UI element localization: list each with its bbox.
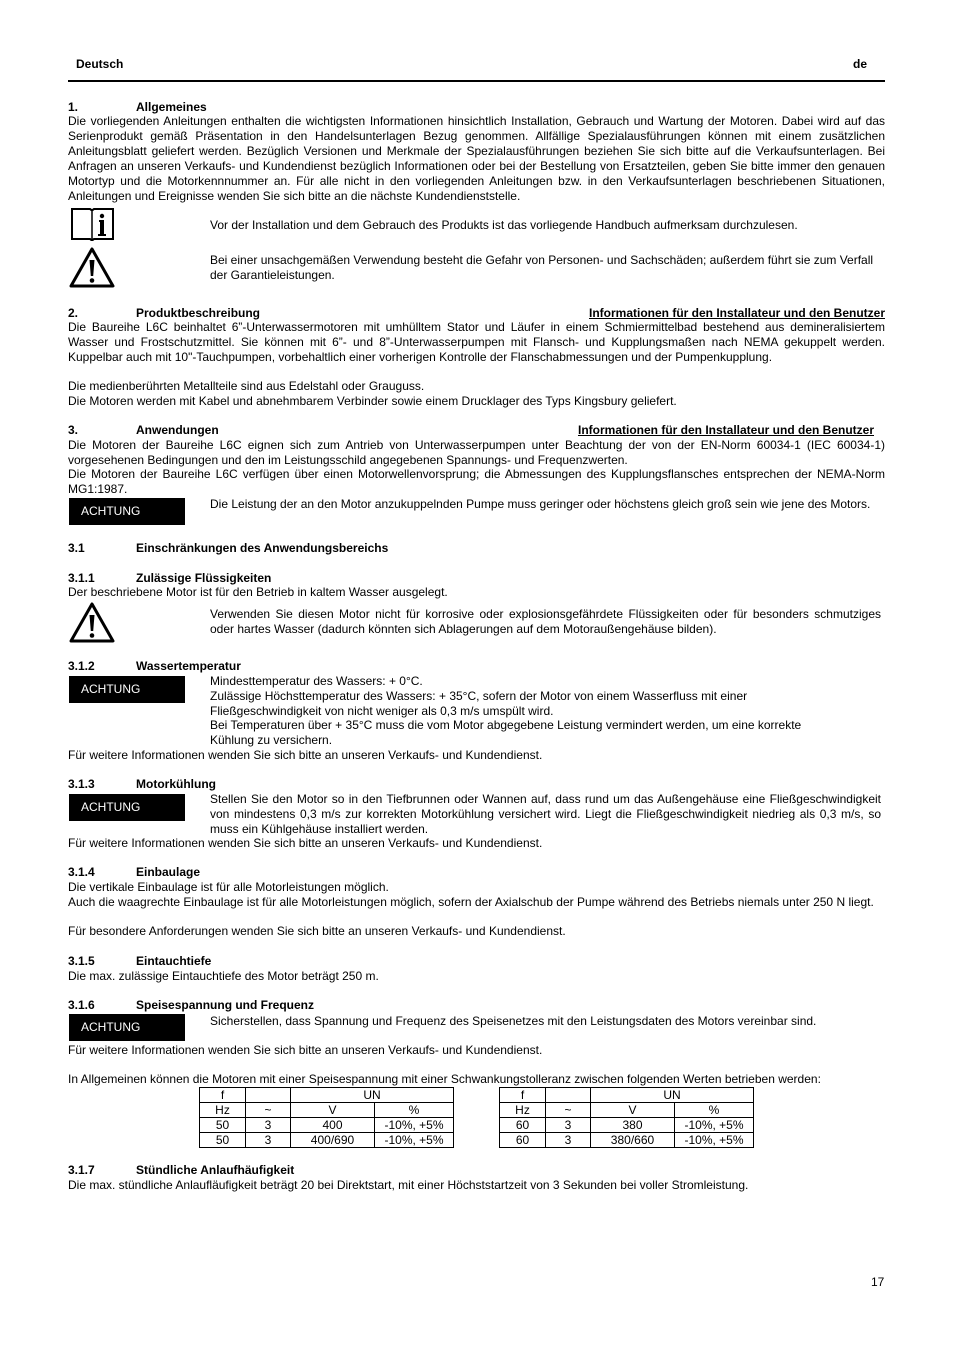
table-cell: 3 — [546, 1118, 591, 1133]
section-3-1-7-p1: Die max. stündliche Anlaufläufigkeit beträgt 20 bei Direktstart, mit einer Höchststartzeit von 3 Sekunden bei voller Stromleistung. — [68, 1178, 749, 1192]
section-title: Eintauchtiefe — [136, 954, 212, 968]
section-3-1-6-text: Sicherstellen, dass Spannung und Frequenz des Speisenetzes mit den Leistungsdaten des Motors vereinbar sind. — [210, 1014, 817, 1028]
table-cell: -10%, +5% — [375, 1133, 454, 1148]
table-row — [200, 1118, 454, 1133]
table-row — [200, 1133, 454, 1148]
table-cell: Hz — [500, 1103, 546, 1118]
section-3-1-1-p1: Der beschriebene Motor ist für den Betrieb in kaltem Wasser ausgelegt. — [68, 585, 448, 599]
temperature-line: Kühlung zu versichern. — [210, 733, 333, 747]
table-cell: 3 — [246, 1133, 291, 1148]
section-title: Produktbeschreibung — [136, 306, 261, 320]
voltage-table-60hz — [499, 1087, 754, 1148]
table-cell: ~ — [546, 1103, 591, 1118]
table-cell: -10%, +5% — [675, 1133, 754, 1148]
table-cell — [246, 1088, 291, 1103]
table-cell: f — [200, 1088, 246, 1103]
table-cell: -10%, +5% — [375, 1118, 454, 1133]
section-3-1-5-p1: Die max. zulässige Eintauchtiefe des Motor beträgt 250 m. — [68, 969, 379, 983]
section-number: 3.1.3 — [68, 777, 95, 791]
table-row — [500, 1133, 754, 1148]
table-cell: 380/660 — [591, 1133, 675, 1148]
section-number: 1. — [68, 100, 79, 114]
header-rule — [68, 80, 885, 82]
section-3-1-4-p2: Auch die waagrechte Einbaulage ist für alle Motorleistungen möglich, sofern der Axialschub der Pumpe während des Betriebs niemals unter 250 N liegt. — [68, 895, 874, 909]
table-cell: f — [500, 1088, 546, 1103]
section-number: 3.1.7 — [68, 1163, 95, 1177]
table-cell: 50 — [200, 1133, 246, 1148]
table-cell: % — [375, 1103, 454, 1118]
table-cell: 3 — [546, 1133, 591, 1148]
section-title: Stündliche Anlaufhäufigkeit — [136, 1163, 295, 1177]
header-language-code: de — [853, 57, 868, 71]
section-3-1-4-p1: Die vertikale Einbaulage ist für alle Motorleistungen möglich. — [68, 880, 389, 894]
warning-triangle-icon — [68, 601, 116, 644]
section-title: Zulässige Flüssigkeiten — [136, 571, 272, 585]
achtung-text: Die Leistung der an den Motor anzukuppelnden Pumpe muss geringer oder höchstens gleich groß sein wie jene des Motors. — [210, 497, 871, 511]
achtung-badge: ACHTUNG — [69, 676, 185, 703]
manual-info-icon — [70, 206, 115, 242]
table-cell: 400 — [291, 1118, 375, 1133]
table-row — [500, 1118, 754, 1133]
section-number: 2. — [68, 306, 79, 320]
achtung-badge: ACHTUNG — [69, 794, 185, 821]
section-1-body: Die vorliegenden Anleitungen enthalten die wichtigsten Informationen hinsichtlich Installation, Gebrauch und Wartung der Motoren. Dabei wird auf das Serienprodukt gemäß Präsentation in den Handelsunterlagen Bezug genommen. Allfällige Spezialausführungen können mit einem zusätzlichen Anleitungsblatt geliefert werden. Bezüglich Versionen und Merkmale der Spezialausführungen beziehen Sie sich bitte auf die Verkaufsunterlagen. Bei Anfragen an unseren Verkaufs- und Kundendienst bezüglich Informationen oder bei der Bestellung von Ersatzteilen, geben Sie bitte immer den genauen Motortyp und die Motorkennnummer an. Für alle nicht in den vorliegenden Anleitungen bzw. in den Verkaufsunterlagen beschriebenen Situationen, Anleitungen und Ereignisse wenden Sie sich bitte an die nächste Kundendienststelle. — [68, 114, 885, 203]
table-header-row — [500, 1088, 754, 1103]
section-title: Einschränkungen des Anwendungsbereichs — [136, 541, 389, 555]
temperature-line: Zulässige Höchsttemperatur des Wassers: + 35°C, sofern der Motor von einem Wasserfluss mit einer — [210, 689, 748, 703]
section-3-1-1-warning: Verwenden Sie diesen Motor nicht für korrosive oder explosionsgefährdete Flüssigkeiten oder für besonders schmutziges oder hartes Wasser (dadurch könnten sich Ablagerungen auf dem Motoraußengehäuse bilden). — [210, 607, 881, 636]
achtung-badge: ACHTUNG — [69, 498, 185, 525]
section-title: Einbaulage — [136, 865, 201, 879]
temperature-line: Bei Temperaturen über + 35°C muss die vom Motor abgegebene Leistung vermindert werden, um eine korrekte — [210, 718, 802, 732]
table-cell — [546, 1088, 591, 1103]
section-3-1-2-footer: Für weitere Informationen wenden Sie sich bitte an unseren Verkaufs- und Kundendienst. — [68, 748, 543, 762]
table-header-row — [500, 1103, 754, 1118]
section-title: Speisespannung und Frequenz — [136, 998, 315, 1012]
warning-note: Bei einer unsachgemäßen Verwendung besteht die Gefahr von Personen- und Sachschäden; außerdem führt sie zum Verfall der Garantieleistungen. — [210, 253, 874, 282]
table-cell: Hz — [200, 1103, 246, 1118]
section-3-1-3-footer: Für weitere Informationen wenden Sie sich bitte an unseren Verkaufs- und Kundendienst. — [68, 836, 543, 850]
section-number: 3. — [68, 423, 79, 437]
section-title: Motorkühlung — [136, 777, 216, 791]
table-cell: % — [675, 1103, 754, 1118]
page-number: 17 — [871, 1275, 885, 1289]
section-3-1-3-text: Stellen Sie den Motor so in den Tiefbrunnen oder Wannen auf, dass rund um das Außengehäuse eine Fließgeschwindigkeit von mindestens 0,3 m/s zur korrekten Motorkühlung versichert wird. Liegt die Fließgeschwindigkeit niedrieg als 0,3 m/s, so muss ein Kühlgehäuse installiert werden. — [210, 792, 881, 836]
section-3-1-4-p3: Für besondere Anforderungen wenden Sie sich bitte an unseren Verkaufs- und Kundendienst. — [68, 924, 566, 938]
section-number: 3.1.5 — [68, 954, 95, 968]
table-cell: V — [591, 1103, 675, 1118]
section-number: 3.1.2 — [68, 659, 95, 673]
voltage-table-50hz — [199, 1087, 454, 1148]
table-cell: UN — [591, 1088, 754, 1103]
table-header-row — [200, 1103, 454, 1118]
table-cell: 3 — [246, 1118, 291, 1133]
section-title: Anwendungen — [136, 423, 219, 437]
section-number: 3.1.1 — [68, 571, 95, 585]
table-cell: 60 — [500, 1118, 546, 1133]
table-cell: -10%, +5% — [675, 1118, 754, 1133]
warning-triangle-icon — [68, 246, 116, 289]
header-language: Deutsch — [76, 57, 124, 71]
section-3-1-6-intro: In Allgemeinen können die Motoren mit einer Speisespannung mit einer Schwankungstolleranz zwischen folgenden Werten betrieben werden: — [68, 1072, 821, 1086]
section-2-p1: Die Baureihe L6C beinhaltet 6”-Unterwassermotoren mit umhülltem Stator und Läufer in einem Schmiermittelbad bestehend aus demineralisiertem Wasser und Frostschutzmittel. Sie können mit 6”- und 8”-Unterwasserpumpen mit Flansch- und Kupplungsmaßen nach NEMA gekuppelt werden. Kuppelbar auch mit 10"-Tauchpumpen, vorbehaltlich einer vorherigen Kontrolle der Flanschabmessungen und der Pumpenkupplung. — [68, 320, 885, 364]
table-header-row — [200, 1088, 454, 1103]
section-audience: Informationen für den Installateur und den Benutzer — [577, 423, 874, 437]
table-cell: UN — [291, 1088, 454, 1103]
section-3-p1: Die Motoren der Baureihe L6C eignen sich zum Antrieb von Unterwasserpumpen unter Beachtung der von der EN-Norm 60034-1 (IEC 60034-1) vorgesehenen Bedingungen und den im Leistungsschild angegebenen Spannungs- und Frequenzwerten. — [68, 438, 885, 467]
section-number: 3.1 — [68, 541, 85, 555]
section-title: Allgemeines — [136, 100, 207, 114]
info-note: Vor der Installation und dem Gebrauch des Produkts ist das vorliegende Handbuch aufmerksam durchzulesen. — [210, 218, 798, 232]
table-cell: 50 — [200, 1118, 246, 1133]
table-cell: ~ — [246, 1103, 291, 1118]
section-title: Wassertemperatur — [136, 659, 241, 673]
section-audience: Informationen für den Installateur und den Benutzer — [588, 306, 885, 320]
achtung-badge: ACHTUNG — [69, 1014, 185, 1041]
section-number: 3.1.6 — [68, 998, 95, 1012]
section-3-1-6-footer: Für weitere Informationen wenden Sie sich bitte an unseren Verkaufs- und Kundendienst. — [68, 1043, 543, 1057]
section-number: 3.1.4 — [68, 865, 95, 879]
section-2-p3: Die Motoren werden mit Kabel und abnehmbarem Verbinder sowie einem Drucklager des Typs Kingsbury geliefert. — [68, 394, 677, 408]
table-cell: 400/690 — [291, 1133, 375, 1148]
section-3-p2: Die Motoren der Baureihe L6C verfügen über einen Motorwellenvorsprung; die Abmessungen des Kupplungsflansches entsprechen der NEMA-Norm MG1:1987. — [68, 467, 885, 496]
table-cell: 60 — [500, 1133, 546, 1148]
temperature-line: Mindesttemperatur des Wassers: + 0°C. — [210, 674, 423, 688]
section-2-p2: Die medienberührten Metallteile sind aus Edelstahl oder Grauguss. — [68, 379, 425, 393]
table-cell: V — [291, 1103, 375, 1118]
table-cell: 380 — [591, 1118, 675, 1133]
temperature-line: Fließgeschwindigkeit von nicht weniger als 0,3 m/s umspült wird. — [210, 704, 554, 718]
